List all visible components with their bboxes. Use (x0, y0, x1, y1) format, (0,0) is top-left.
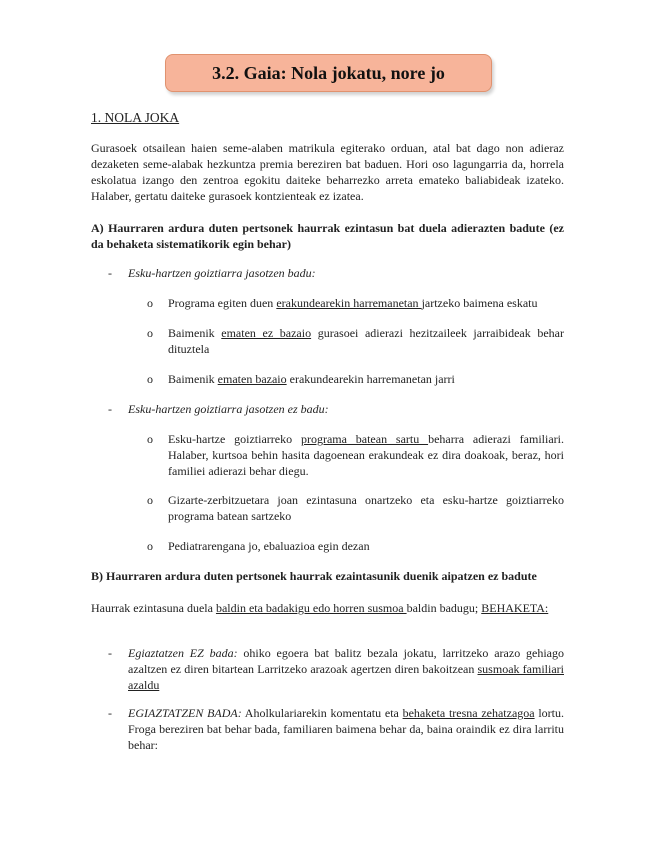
section-b-heading: B) Haurraren ardura duten pertsonek haurrak ezaintasunik duenik aipatzen ez badute (91, 569, 537, 583)
circle-bullet: o (147, 493, 153, 507)
circle-bullet: o (147, 539, 153, 553)
section-a-heading: A) Haurraren ardura duten pertsonek haurrak ezintasun bat duela adierazten badute (ez da behaketa sistematikorik egin behar) (91, 221, 564, 251)
list-item-b2: Gizarte-zerbitzuetara joan ezintasuna onartzeko eta esku-hartze goiztiarreko programa batean sartzeko (168, 493, 564, 523)
circle-bullet: o (147, 296, 153, 310)
page-title: 3.2. Gaia: Nola jokatu, nore jo (165, 54, 492, 92)
dash-item-egiaztatzen-bada: EGIAZTATZEN BADA: Aholkulariarekin komentatu eta behaketa tresna zehatzagoa lortu. Froga bereziren bat behar bada, familiaren baimena behar da, baina oraindik ez dira larritu behar: (128, 706, 564, 752)
list-item-a3: Baimenik ematen bazaio erakundearekin harremanetan jarri (168, 372, 455, 386)
behaketa-paragraph: Haurrak ezintasuna duela baldin eta badakigu edo horren susmoa baldin badugu; BEHAKETA: (91, 601, 549, 615)
circle-bullet: o (147, 372, 153, 386)
circle-bullet: o (147, 326, 153, 340)
dash-item-jasotzen-badu: Esku-hartzen goiztiarra jasotzen badu: (128, 266, 316, 280)
dash-bullet: - (108, 646, 112, 660)
list-item-b1: Esku-hartze goiztiarreko programa batean sartu beharra adierazi familiari. Halaber, kurtsoa behin hasita dagoenean erakundeak ez dira doakoak, beraz, hori familiei adierazi behar diegu. (168, 432, 564, 478)
section-heading-nola-joka: 1. NOLA JOKA (91, 110, 180, 125)
list-item-b3: Pediatrarengana jo, ebaluazioa egin dezan (168, 539, 370, 553)
intro-paragraph: Gurasoek otsailean haien seme-alaben matrikula egiterako orduan, atal bat dago non adieraz dezaketen seme-alabak hezkuntza premia bereziren bat baduen. Hori oso lagungarria da, horrela eskolatua izango den zentroa egokitu daiteke beharrezko arreta emateko baliabideak izateko. Halaber, gertatu daiteke gurasoek kontzienteak ez izatea. (91, 141, 564, 203)
circle-bullet: o (147, 432, 153, 446)
dash-item-jasotzen-ez-badu: Esku-hartzen goiztiarra jasotzen ez badu: (128, 402, 329, 416)
dash-item-egiaztatzen-ez: Egiaztatzen EZ bada: ohiko egoera bat balitz bezala jokatu, larritzeko arazo gehiago azaltzen ez diren bitartean Larritzeko arazoak agertzen diren bakoitzean susmoak familiari azaldu (128, 646, 564, 692)
dash-bullet: - (108, 402, 112, 416)
list-item-a1: Programa egiten duen erakundearekin harremanetan jartzeko baimena eskatu (168, 296, 538, 310)
dash-bullet: - (108, 266, 112, 280)
list-item-a2: Baimenik ematen ez bazaio gurasoei adierazi hezitzaileek jarraibideak behar dituztela (168, 326, 564, 356)
dash-bullet: - (108, 706, 112, 720)
